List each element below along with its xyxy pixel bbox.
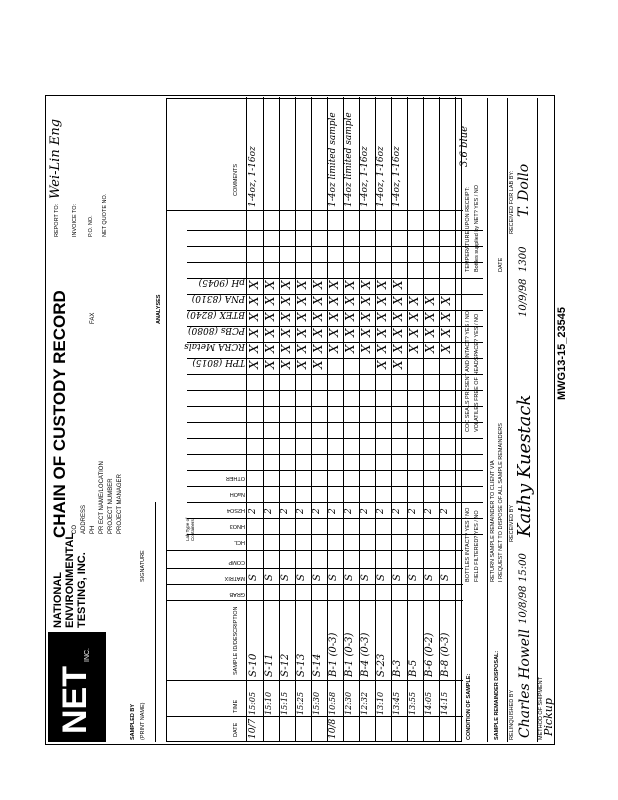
- analysis-mark: X: [263, 296, 277, 305]
- quote-label: NET QUOTE NO.: [102, 193, 108, 237]
- company-name-line: NATIONAL: [52, 571, 64, 628]
- document-id: MWG13-15_23545: [556, 307, 568, 400]
- analysis-mark: X: [423, 296, 437, 305]
- table-row: [439, 97, 456, 741]
- analysis-mark: X: [295, 312, 309, 321]
- sampled-by-label: SAMPLED BY: [130, 703, 136, 740]
- analysis-mark: X: [263, 312, 277, 321]
- analysis-mark: X: [439, 296, 453, 305]
- volatiles: VOLATILES FREE OF HEADSPACE? YES / NO: [474, 313, 480, 432]
- analyses-label: ANALYSES: [156, 294, 162, 324]
- received-label: RECEIVED BY: [509, 505, 515, 542]
- company-logo: [48, 632, 106, 742]
- analysis-mark: X: [263, 360, 277, 369]
- analysis-mark: X: [311, 360, 325, 369]
- hno3-header: HNO3: [229, 523, 245, 529]
- bottles-intact: BOTTLES INTACT? YES / NO: [465, 507, 471, 582]
- row-description: B-6 (0-2): [424, 632, 435, 677]
- method-label: METHOD OF SHIPMENT: [538, 677, 544, 740]
- analysis-mark: X: [247, 312, 261, 321]
- row-time: 13:55: [408, 691, 417, 715]
- row-comment: 1-4oz, 1-16oz: [360, 146, 370, 207]
- grab-header: GRAB: [229, 591, 245, 597]
- relinquished-date: 10/8/98: [518, 585, 529, 624]
- table-row: [391, 97, 408, 741]
- analysis-mark: X: [423, 344, 437, 353]
- table-row: [359, 97, 376, 741]
- form-title: CHAIN OF CUSTODY RECORD: [50, 290, 69, 538]
- received-for-lab-label: RECEIVED FOR LAB BY:: [509, 170, 515, 234]
- row-container-count: 2: [408, 508, 418, 514]
- date-header: DATE: [233, 722, 239, 737]
- disposal-box: [488, 98, 508, 742]
- row-comment: 1-4oz, 1-16oz: [248, 146, 258, 207]
- po-label: P.O. NO.: [88, 215, 94, 237]
- row-matrix: S: [360, 574, 371, 581]
- analysis-mark: X: [359, 344, 373, 353]
- analysis-mark: X: [439, 344, 453, 353]
- row-matrix: S: [424, 574, 435, 581]
- analysis-mark: X: [279, 360, 293, 369]
- analysis-mark: X: [279, 344, 293, 353]
- analysis-mark: X: [439, 312, 453, 321]
- analysis-mark: X: [375, 280, 389, 289]
- relinquished-time: 15:00: [518, 553, 529, 582]
- analysis-mark: X: [439, 328, 453, 337]
- analysis-mark: X: [279, 296, 293, 305]
- row-description: B-8 (0-3): [440, 632, 451, 677]
- row-matrix: S: [440, 574, 451, 581]
- row-time: 13:10: [376, 691, 385, 715]
- analysis-mark: X: [375, 344, 389, 353]
- analysis-mark: X: [359, 296, 373, 305]
- phone-field: PH: [90, 525, 96, 534]
- row-matrix: S: [296, 574, 307, 581]
- analysis-mark: X: [391, 360, 405, 369]
- analysis-btex-header: BTEX (8240): [186, 309, 245, 319]
- row-time: 15:10: [264, 691, 273, 715]
- hcl-header: HCL: [233, 539, 245, 545]
- field-filtered: FIELD FILTERED? YES / NO: [474, 510, 480, 582]
- analysis-mark: X: [247, 328, 261, 337]
- time-header: TIME: [233, 699, 239, 713]
- row-matrix: S: [248, 574, 259, 581]
- bottles-supplied: Bottles supplied by NET? YES / NO: [474, 184, 480, 272]
- analysis-mark: X: [391, 296, 405, 305]
- report-to-box: [48, 99, 168, 239]
- table-row: [423, 97, 440, 741]
- analysis-mark: X: [295, 280, 309, 289]
- row-matrix: S: [264, 574, 275, 581]
- analysis-mark: X: [263, 280, 277, 289]
- analysis-mark: X: [295, 360, 309, 369]
- analysis-mark: X: [407, 312, 421, 321]
- analysis-mark: X: [343, 344, 357, 353]
- table-row: [247, 97, 264, 741]
- analysis-mark: X: [343, 328, 357, 337]
- row-container-count: 2: [392, 508, 402, 514]
- analysis-mark: X: [343, 296, 357, 305]
- table-body: [247, 97, 463, 741]
- row-matrix: S: [312, 574, 323, 581]
- received-time: 1300: [518, 246, 529, 272]
- description-header: SAMPLE ID/DESCRIPTION: [233, 606, 239, 675]
- row-container-count: 2: [312, 508, 322, 514]
- row-container-count: 2: [424, 508, 434, 514]
- analysis-mark: X: [359, 312, 373, 321]
- disposal-label: SAMPLE REMAINDER DISPOSAL:: [494, 650, 500, 740]
- condition-label: CONDITION OF SAMPLE:: [466, 673, 472, 740]
- analysis-mark: X: [311, 280, 325, 289]
- analysis-mark: X: [407, 344, 421, 353]
- analysis-mark: X: [263, 344, 277, 353]
- received-signature: Kathy Kuestack: [514, 394, 535, 537]
- row-matrix: S: [376, 574, 387, 581]
- row-description: S-12: [280, 653, 291, 677]
- row-description: S-23: [376, 653, 387, 677]
- row-date: 10/7: [248, 718, 258, 739]
- analysis-mark: X: [375, 296, 389, 305]
- analysis-mark: X: [311, 312, 325, 321]
- table-row: [279, 97, 296, 741]
- analysis-rcra-header: RCRA Metals: [184, 341, 245, 351]
- row-description: S-11: [264, 653, 275, 677]
- analysis-mark: X: [391, 280, 405, 289]
- signature-label: SIGNATURE: [140, 550, 146, 582]
- table-row: [295, 97, 312, 741]
- analysis-mark: X: [247, 280, 261, 289]
- analysis-mark: X: [407, 328, 421, 337]
- row-description: B-1 (0-3): [328, 632, 339, 677]
- preservative-header: Lab Type of Containers: [185, 517, 195, 541]
- analysis-pcb-header: PCBs (8080): [188, 325, 245, 335]
- company-name: [52, 533, 88, 628]
- row-container-count: 2: [328, 508, 338, 514]
- row-time: 13:45: [392, 691, 401, 715]
- analysis-mark: X: [279, 312, 293, 321]
- row-matrix: S: [280, 574, 291, 581]
- analysis-mark: X: [391, 344, 405, 353]
- analysis-mark: X: [263, 328, 277, 337]
- analysis-mark: X: [295, 328, 309, 337]
- row-container-count: 2: [344, 508, 354, 514]
- disposal-date: DATE: [498, 257, 504, 272]
- row-comment: 1-4oz, 1-16oz: [376, 146, 386, 207]
- coc-seals: COC SEALS PRESENT AND INTACT? YES / NO: [465, 310, 471, 432]
- analysis-mark: X: [327, 328, 341, 337]
- row-comment: 1-4oz limited sample: [328, 112, 338, 207]
- row-container-count: 2: [440, 508, 450, 514]
- row-description: B-5: [408, 659, 419, 677]
- table-row: [375, 97, 392, 741]
- print-name-label: (PRINT NAME): [140, 702, 146, 740]
- analysis-mark: X: [343, 280, 357, 289]
- disposal-return: RETURN SAMPLE REMAINDER TO CLIENT VIA: [490, 460, 496, 582]
- analysis-mark: X: [375, 328, 389, 337]
- row-comment: 1-4oz, 1-16oz: [392, 146, 402, 207]
- lab-signature: T. Dollo: [516, 163, 532, 217]
- row-container-count: 2: [376, 508, 386, 514]
- company-field: CO: [72, 525, 78, 534]
- report-to-value: Wei-Lin Eng: [48, 118, 63, 199]
- row-matrix: S: [328, 574, 339, 581]
- company-name-line: ENVIRONMENTAL: [64, 532, 76, 628]
- analysis-tph-header: TPH (8015): [192, 357, 245, 367]
- temperature-value: 3.6 blue: [459, 125, 470, 167]
- analysis-mark: X: [247, 296, 261, 305]
- analysis-mark: X: [359, 280, 373, 289]
- analysis-mark: X: [359, 328, 373, 337]
- analysis-mark: X: [327, 312, 341, 321]
- table-row: [311, 97, 328, 741]
- analyses-header: [156, 234, 166, 384]
- relinquished-box: [508, 98, 538, 742]
- analysis-mark: X: [279, 280, 293, 289]
- table-row: [407, 97, 424, 741]
- row-time: 15:25: [296, 691, 305, 715]
- analysis-mark: X: [311, 328, 325, 337]
- comments-header: COMMENTS: [233, 163, 239, 196]
- row-time: 15:05: [248, 691, 257, 715]
- analysis-mark: X: [279, 328, 293, 337]
- table-row: [343, 97, 360, 741]
- temperature-label: TEMPERATURE UPON RECEIPT:: [465, 187, 471, 272]
- logo-text: NET: [56, 666, 94, 734]
- analysis-mark: X: [391, 312, 405, 321]
- logo-subtext: INC.: [84, 648, 91, 662]
- row-comment: 1-4oz limited sample: [344, 112, 354, 207]
- analysis-mark: X: [423, 312, 437, 321]
- row-container-count: 2: [296, 508, 306, 514]
- project-location-field: PR ECT NAME/LOCATION: [99, 461, 105, 534]
- fax-field: FAX: [90, 312, 96, 324]
- row-time: 14:05: [424, 691, 433, 715]
- row-description: B-1 (0-3): [344, 632, 355, 677]
- naoh-header: NaOH: [229, 491, 245, 497]
- analysis-mark: X: [423, 328, 437, 337]
- row-container-count: 2: [264, 508, 274, 514]
- invoice-to-label: INVOICE TO:: [72, 203, 78, 237]
- row-time: 12:30: [344, 691, 353, 715]
- analysis-mark: X: [391, 328, 405, 337]
- row-matrix: S: [392, 574, 403, 581]
- row-time: 10:58: [328, 691, 337, 715]
- comp-header: COMP: [228, 559, 245, 565]
- method-value: Pickup: [542, 698, 555, 736]
- row-time: 15:30: [312, 691, 321, 715]
- report-to-label: REPORT TO:: [54, 203, 60, 237]
- relinquished-signature: Charles Howell: [517, 628, 533, 738]
- analysis-mark: X: [375, 360, 389, 369]
- analysis-mark: X: [311, 344, 325, 353]
- analysis-mark: X: [295, 344, 309, 353]
- disposal-dispose: I REQUEST NET TO DISPOSE OF ALL SAMPLE REMAINDERS: [498, 423, 504, 582]
- condition-box: [459, 98, 488, 742]
- received-date: 10/9/98: [518, 278, 529, 317]
- analysis-mark: X: [247, 344, 261, 353]
- analysis-mark: X: [327, 296, 341, 305]
- row-description: S-14: [312, 653, 323, 677]
- address-field: ADDRESS: [81, 504, 87, 534]
- analysis-mark: X: [375, 312, 389, 321]
- row-container-count: 2: [248, 508, 258, 514]
- row-description: B-3: [392, 659, 403, 677]
- row-description: S-13: [296, 653, 307, 677]
- matrix-header: MATRIX: [224, 575, 245, 581]
- shipment-box: [538, 98, 554, 742]
- table-row: [327, 97, 344, 741]
- row-description: S-10: [248, 653, 259, 677]
- project-number-field: PROJECT NUMBER: [108, 478, 114, 534]
- analysis-mark: X: [327, 344, 341, 353]
- relinquished-label: RELINQUISHED BY: [509, 689, 515, 740]
- row-container-count: 2: [360, 508, 370, 514]
- row-matrix: S: [344, 574, 355, 581]
- row-date: 10/8: [328, 718, 338, 739]
- row-time: 12:32: [360, 691, 369, 715]
- analysis-pna-header: PNA (8310): [191, 293, 245, 303]
- company-name-line: TESTING, INC.: [76, 552, 88, 628]
- analysis-mark: X: [247, 360, 261, 369]
- other-header: OTHER: [225, 475, 245, 481]
- row-description: B-4 (0-3): [360, 632, 371, 677]
- data-table: [166, 98, 462, 742]
- chain-of-custody-form: [45, 95, 555, 745]
- analysis-mark: X: [407, 296, 421, 305]
- h2so4-header: H2SO4: [226, 507, 245, 513]
- project-manager-field: PROJECT MANAGER: [117, 474, 123, 534]
- row-container-count: 2: [280, 508, 290, 514]
- analysis-mark: X: [327, 280, 341, 289]
- analysis-mark: X: [343, 312, 357, 321]
- analysis-mark: X: [311, 296, 325, 305]
- row-matrix: S: [408, 574, 419, 581]
- analysis-ph-header: pH (9045): [198, 277, 245, 287]
- row-time: 15:15: [280, 691, 289, 715]
- table-row: [263, 97, 280, 741]
- row-time: 14:15: [440, 691, 449, 715]
- analysis-mark: X: [295, 296, 309, 305]
- sampled-by-box: [128, 502, 156, 742]
